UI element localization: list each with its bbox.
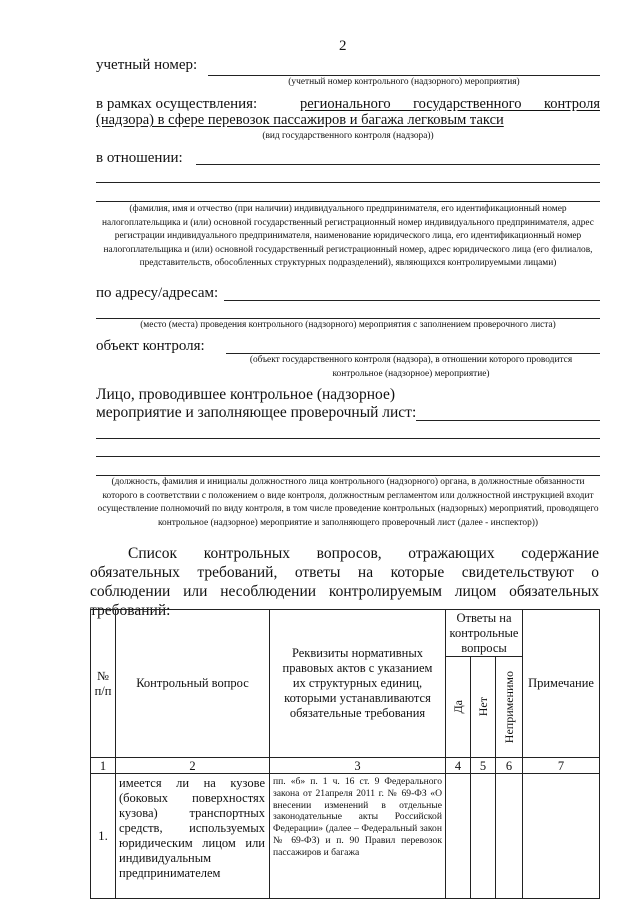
- column-number: 1: [91, 758, 116, 774]
- column-number: 7: [523, 758, 600, 774]
- framework-value-line1: регионального государственного контроля: [300, 96, 600, 112]
- relation-line-1[interactable]: [196, 164, 600, 165]
- intro-paragraph: Список контрольных вопросов, отражающих содержание обязательных требований, ответы на которые свидетельствуют о соблюдении или несоблюдении контролируемым лицом обязательных требований:: [90, 545, 599, 619]
- table-header-row: [91, 610, 600, 657]
- framework-label: в рамках осуществления:: [96, 96, 258, 112]
- header-no-answer: [471, 657, 496, 758]
- header-question: Контрольный вопрос: [116, 610, 270, 758]
- relation-label: в отношении:: [96, 150, 183, 166]
- answer-yes-cell[interactable]: [446, 774, 471, 899]
- header-not-applicable-label: Неприменимо: [501, 670, 516, 744]
- inspector-line-3[interactable]: [96, 456, 600, 457]
- framework-value-line2: (надзора) в сфере перевозок пассажиров и багажа легковым такси: [96, 112, 504, 128]
- header-no-answer-label: Нет: [475, 697, 490, 717]
- framework-caption: (вид государственного контроля (надзора)): [262, 131, 434, 141]
- row-number: 1.: [91, 774, 116, 899]
- header-no: № п/п: [91, 610, 116, 758]
- relation-line-3[interactable]: [96, 201, 600, 202]
- account-number-caption: (учетный номер контрольного (надзорного) мероприятия): [288, 77, 520, 87]
- note-cell[interactable]: [523, 774, 600, 899]
- address-label: по адресу/адресам:: [96, 285, 219, 301]
- row-question: имеется ли на кузове (боковых поверхностях кузова) транспортных средств, используемых юридическим лицом или индивидуальным предпринимателем: [116, 774, 270, 899]
- table-row: [91, 774, 600, 899]
- inspector-label-line2: мероприятие и заполняющее проверочный лист:: [96, 404, 417, 421]
- relation-caption: (фамилия, имя и отчество (при наличии) индивидуального предпринимателя, его идентификационный номер налогоплательщика и (или) основной государственный регистрационный номер индивидуального предпринимателя, адрес регистрации индивидуального предпринимателя, наименование юридического лица, его идентификационный номер налогоплательщика и (или) основной государственный регистрационный номер, адрес юридического лица (его филиалов, представительств, обособленных структурных подразделений), являющихся контролируемыми лицами): [102, 204, 594, 268]
- inspector-label-line1: Лицо, проводившее контрольное (надзорное): [96, 386, 396, 403]
- header-yes: [446, 657, 471, 758]
- inspector-line-2[interactable]: [96, 438, 600, 439]
- page-number: 2: [339, 38, 347, 54]
- header-not-applicable: [496, 657, 523, 758]
- inspector-line-1[interactable]: [416, 420, 600, 421]
- relation-line-2[interactable]: [96, 182, 600, 183]
- requirements-table: [90, 609, 600, 899]
- column-number: 2: [116, 758, 270, 774]
- object-caption: (объект государственного контроля (надзора), в отношении которого проводится контрольное (надзорное) мероприятие): [249, 355, 573, 379]
- account-number-label: учетный номер:: [96, 57, 198, 73]
- header-requisites: Реквизиты нормативных правовых актов с указанием их структурных единиц, которыми устанавливаются обязательные требования: [270, 610, 446, 758]
- row-requisites: пп. «б» п. 1 ч. 16 ст. 9 Федерального закона от 21апреля 2011 г. № 69-ФЗ «О внесении изменений в отдельные законодательные акты Российской Федерации» (далее – Федеральный закон № 69-ФЗ) и п. 90 Правил перевозок пассажиров и багажа: [270, 774, 446, 899]
- header-answers: Ответы на контрольные вопросы: [446, 610, 523, 657]
- inspector-caption: (должность, фамилия и инициалы должностного лица контрольного (надзорного) органа, в должностные обязанности которого в соответствии с положением о виде контроля, должностным регламентом или должностной инструкцией входит осуществление полномочий по виду контроля, в том числе проведение контрольных (надзорных) мероприятий, проводящего контрольное (надзорное) мероприятие и заполняющего проверочный лист (далее - инспектор)): [97, 477, 599, 528]
- address-line-1[interactable]: [224, 300, 600, 301]
- header-yes-label: Да: [450, 700, 465, 714]
- answer-no-cell[interactable]: [471, 774, 496, 899]
- answer-not-applicable-cell[interactable]: [496, 774, 523, 899]
- header-note: Примечание: [523, 610, 600, 758]
- column-number: 3: [270, 758, 446, 774]
- object-label: объект контроля:: [96, 338, 205, 354]
- column-number: 4: [446, 758, 471, 774]
- column-number: 6: [496, 758, 523, 774]
- address-caption: (место (места) проведения контрольного (надзорного) мероприятия с заполнением проверочного листа): [140, 320, 556, 330]
- column-number: 5: [471, 758, 496, 774]
- column-numbers-row: [91, 758, 600, 774]
